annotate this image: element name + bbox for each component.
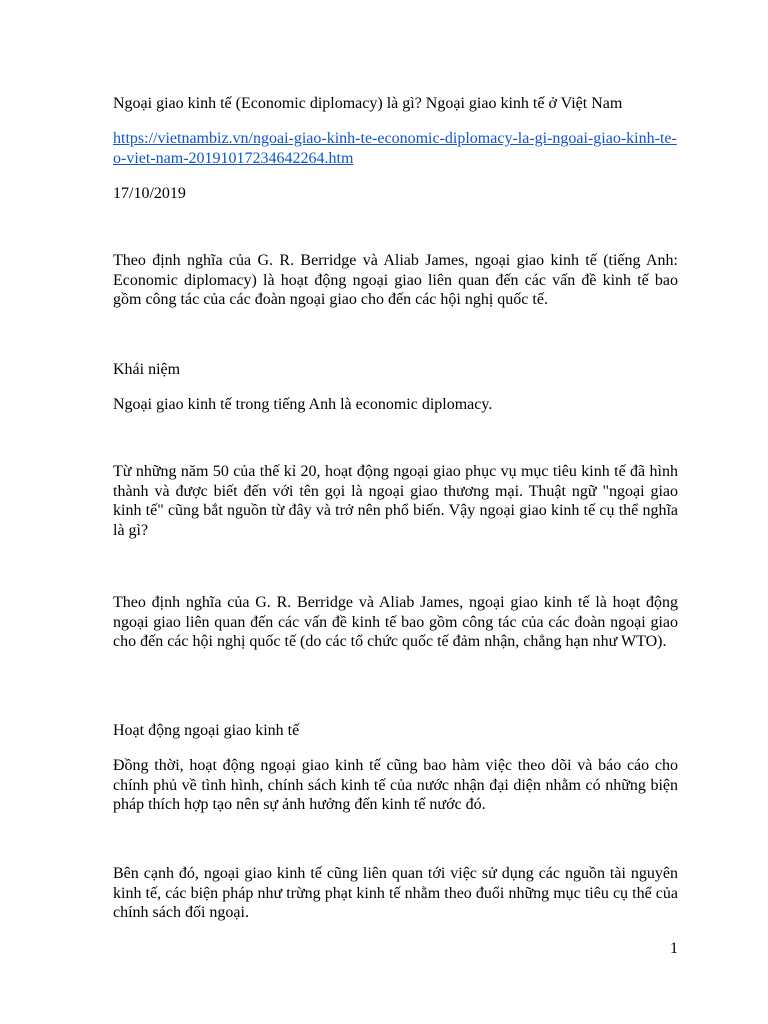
document-page bbox=[113, 0, 678, 1024]
document-title: Ngoại giao kinh tế (Economic diplomacy) là gì? Ngoại giao kinh tế ở Việt Nam bbox=[113, 95, 623, 112]
resources-paragraph: Bên cạnh đó, ngoại giao kinh tế cũng liên quan tới việc sử dụng các nguồn tài nguyên kinh tế, các biện pháp như trừng phạt kinh tế nhằm theo đuổi những mục tiêu cụ thể của chính sách đối ngoại. bbox=[113, 865, 678, 922]
history-paragraph: Từ những năm 50 của thế kỉ 20, hoạt động ngoại giao phục vụ mục tiêu kinh tế đã hình thành và được biết đến với tên gọi là ngoại giao thương mại. Thuật ngữ "ngoại giao kinh tế" cũng bắt nguồn từ đây và trở nên phổ biến. Vậy ngoại giao kinh tế cụ thể nghĩa là gì? bbox=[113, 463, 678, 539]
publish-date: 17/10/2019 bbox=[113, 185, 186, 202]
heading-concept: Khái niệm bbox=[113, 361, 181, 378]
activities-paragraph: Đồng thời, hoạt động ngoại giao kinh tế cũng bao hàm việc theo dõi và báo cáo cho chính phủ về tình hình, chính sách kinh tế của nước nhận đại diện nhằm có những biện pháp thích hợp tạo nên sự ảnh hưởng đến kinh tế nước đó. bbox=[113, 757, 678, 814]
page-number: 1 bbox=[670, 940, 678, 957]
source-link[interactable]: https://vietnambiz.vn/ngoai-giao-kinh-te-economic-diplomacy-la-gi-ngoai-giao-kinh-te-o-viet-nam-20191017234642264.htm bbox=[113, 130, 677, 167]
heading-activities: Hoạt động ngoại giao kinh tế bbox=[113, 722, 300, 739]
intro-paragraph: Theo định nghĩa của G. R. Berridge và Aliab James, ngoại giao kinh tế (tiếng Anh: Economic diplomacy) là hoạt động ngoại giao liên quan đến các vấn đề kinh tế bao gồm công tác của các đoàn ngoại giao cho đến các hội nghị quốc tế. bbox=[113, 252, 678, 309]
concept-paragraph: Ngoại giao kinh tế trong tiếng Anh là economic diplomacy. bbox=[113, 396, 493, 413]
definition-paragraph: Theo định nghĩa của G. R. Berridge và Aliab James, ngoại giao kinh tế là hoạt động ngoại giao liên quan đến các vấn đề kinh tế bao gồm công tác của các đoàn ngoại giao cho đến các hội nghị quốc tế (do các tổ chức quốc tế đảm nhận, chẳng hạn như WTO). bbox=[113, 594, 678, 651]
